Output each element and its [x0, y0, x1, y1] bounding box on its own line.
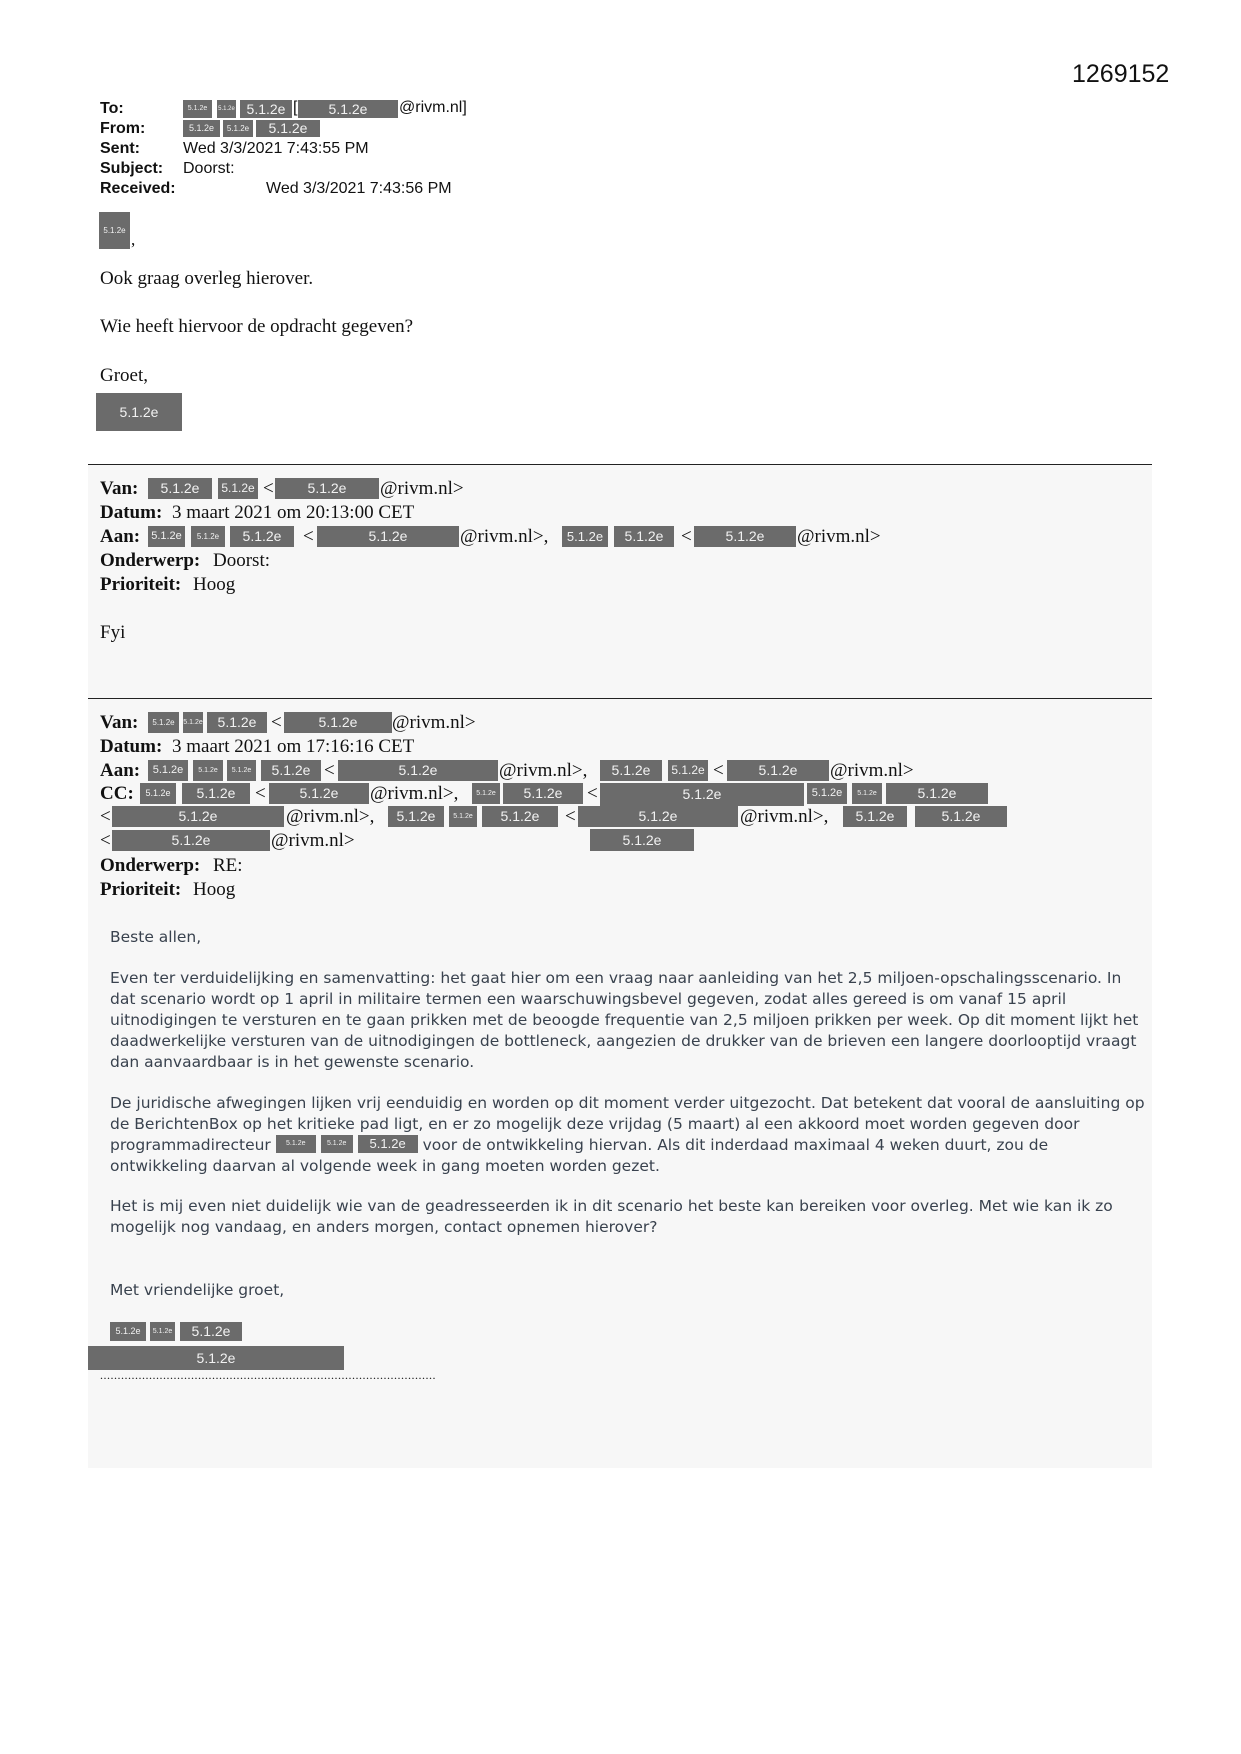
- email2-body: Fyi: [100, 622, 126, 643]
- aan-label: Aan:: [100, 526, 141, 547]
- cc-email-suffix: @rivm.nl>: [271, 830, 355, 851]
- prioriteit-value: Hoog: [193, 879, 236, 900]
- prioriteit-value: Hoog: [193, 574, 236, 595]
- sent-label: Sent:: [100, 140, 140, 157]
- redaction: 5.1.2e: [193, 760, 223, 781]
- paragraph-1: Even ter verduidelijking en samenvatting: het gaat hier om een vraag naar aanleiding van het 2,5 miljoen-opschalingsscenario. In dat scenario wordt op 1 april in militaire termen een waarschuwingsbevel gegeven, zodat alles gereed is om vanaf 15 april uitnodigingen te versturen en te gaan prikken met de beoogde frequentie van 2,5 miljoen prikken per week. Op dit moment lijkt het daadwerkelijke versturen van de uitnodigingen de bottleneck, aangezien de drukker van de brieven een langere doorlooptijd vraagt dan aanvaardbaar is in het gewenste scenario.: [110, 969, 1139, 1071]
- from-label: From:: [100, 120, 146, 137]
- redaction: 5.1.2e: [180, 1322, 242, 1341]
- onderwerp-label: Onderwerp:: [100, 550, 201, 571]
- redaction: 5.1.2e: [150, 1322, 175, 1341]
- datum-label: Datum:: [100, 736, 163, 757]
- van-label: Van:: [100, 478, 139, 499]
- redaction: 5.1.2e: [843, 806, 907, 827]
- redaction: 5.1.2e: [614, 526, 674, 547]
- redaction: 5.1.2e: [317, 526, 459, 547]
- redaction: 5.1.2e: [482, 806, 558, 827]
- redaction: 5.1.2e: [388, 806, 444, 827]
- redaction: 5.1.2e: [261, 760, 321, 781]
- to-email-suffix: @rivm.nl]: [399, 99, 467, 116]
- redaction: 5.1.2e: [338, 760, 498, 781]
- redaction: 5.1.2e: [207, 712, 267, 733]
- redaction: 5.1.2e: [915, 806, 1007, 827]
- redaction: 5.1.2e: [148, 478, 212, 499]
- cc-lt-5: <: [100, 830, 111, 851]
- subject-label: Subject:: [100, 160, 164, 177]
- redaction: 5.1.2e: [590, 829, 694, 851]
- redaction: 5.1.2e: [230, 526, 294, 547]
- redaction: 5.1.2e: [668, 760, 708, 781]
- closing: Met vriendelijke groet,: [110, 1281, 285, 1299]
- document-id: 1269152: [1072, 60, 1170, 88]
- cc-email-mid-3: @rivm.nl>,: [740, 806, 829, 827]
- redaction: 5.1.2e: [148, 712, 179, 733]
- redaction: 5.1.2e: [240, 100, 292, 118]
- aan-lt-1: <: [303, 526, 314, 547]
- redaction: 5.1.2e: [227, 760, 256, 781]
- van-lt: <: [263, 478, 274, 499]
- salutation-comma: ,: [131, 230, 136, 249]
- paragraph-2: [110, 1093, 1150, 1177]
- redaction: 5.1.2e: [223, 120, 253, 137]
- received-value: Wed 3/3/2021 7:43:56 PM: [266, 180, 452, 197]
- redaction: 5.1.2e: [886, 783, 988, 804]
- datum-value: 3 maart 2021 om 20:13:00 CET: [172, 502, 415, 523]
- sent-value: Wed 3/3/2021 7:43:55 PM: [183, 140, 369, 157]
- redaction: 5.1.2e: [112, 806, 284, 827]
- dotted-separator: ................................................................................................: [100, 1368, 436, 1382]
- redaction: 5.1.2e: [191, 526, 225, 547]
- redaction: 5.1.2e: [503, 783, 583, 804]
- subject-value: Doorst:: [183, 160, 235, 177]
- redaction: 5.1.2e: [321, 1135, 353, 1153]
- aan-email-suffix: @rivm.nl>: [797, 526, 881, 547]
- aan-lt-1: <: [324, 760, 335, 781]
- redaction: 5.1.2e: [256, 120, 320, 137]
- received-label: Received:: [100, 180, 176, 197]
- aan-lt-2: <: [681, 526, 692, 547]
- email3-divider: [88, 698, 1152, 699]
- redaction: 5.1.2e: [275, 478, 379, 499]
- redaction: 5.1.2e: [276, 1135, 316, 1153]
- cc-email-mid-2: @rivm.nl>,: [286, 806, 375, 827]
- onderwerp-value: RE:: [213, 855, 243, 876]
- redaction: 5.1.2e: [217, 100, 236, 118]
- redaction: 5.1.2e: [110, 1322, 146, 1341]
- onderwerp-value: Doorst:: [213, 550, 270, 571]
- greeting: Beste allen,: [110, 928, 202, 946]
- redaction: 5.1.2e: [269, 783, 369, 804]
- redaction: 5.1.2e: [727, 760, 829, 781]
- redaction: 5.1.2e: [852, 783, 882, 804]
- to-bracket: [: [293, 99, 298, 116]
- cc-email-mid-1: @rivm.nl>,: [370, 783, 459, 804]
- van-email-suffix: @rivm.nl>: [392, 712, 476, 733]
- cc-lt-2: <: [587, 783, 598, 804]
- paragraph-2-part-1: De juridische afwegingen lijken vrij eenduidig en worden op dit moment verder uitgezocht. Dat betekent dat vooral de aansluiting op de BerichtenBox op het kritieke pad ligt, en er zo mogelijk deze vrijdag (5 maart) al een akkoord moet worden gegeven door programmadirecteur: [110, 1094, 1145, 1154]
- aan-email-mid: @rivm.nl>,: [460, 526, 549, 547]
- redaction: 5.1.2e: [600, 760, 662, 781]
- aan-label: Aan:: [100, 760, 141, 781]
- redaction: 5.1.2e: [148, 760, 188, 781]
- cc-lt-1: <: [255, 783, 266, 804]
- aan-email-suffix: @rivm.nl>: [830, 760, 914, 781]
- email1-line1: Ook graag overleg hierover.: [100, 268, 314, 289]
- redaction: 5.1.2e: [148, 526, 185, 547]
- van-email-suffix: @rivm.nl>: [380, 478, 464, 499]
- cc-label: CC:: [100, 783, 134, 804]
- redaction: 5.1.2e: [694, 526, 796, 547]
- redaction: 5.1.2e: [182, 783, 250, 804]
- cc-lt-4: <: [565, 806, 576, 827]
- aan-email-mid: @rivm.nl>,: [499, 760, 588, 781]
- redaction: 5.1.2e: [112, 830, 270, 851]
- paragraph-3: Het is mij even niet duidelijk wie van de geadresseerden ik in dit scenario het beste kan bereiken voor overleg. Met wie kan ik zo mogelijk nog vandaag, en anders morgen, contact opnemen hierover?: [110, 1197, 1113, 1236]
- datum-label: Datum:: [100, 502, 163, 523]
- datum-value: 3 maart 2021 om 17:16:16 CET: [172, 736, 415, 757]
- redaction: 5.1.2e: [807, 783, 847, 804]
- redaction: 5.1.2e: [183, 100, 212, 118]
- redaction: 5.1.2e: [183, 712, 203, 733]
- redaction: 5.1.2e: [99, 212, 130, 249]
- paragraph-2-part-2: voor de ontwikkeling hiervan. Als dit inderdaad maximaal 4 weken duurt, zou de ontwikkeling daarvan al volgende week in gang moeten worden gezet.: [110, 1136, 1049, 1175]
- redaction: 5.1.2e: [358, 1135, 418, 1153]
- redaction: 5.1.2e: [183, 120, 220, 137]
- redaction: 5.1.2e: [218, 478, 258, 499]
- redaction: 5.1.2e: [562, 526, 608, 547]
- redaction: 5.1.2e: [472, 783, 500, 804]
- email2-background: [88, 464, 1152, 700]
- redaction: 5.1.2e: [88, 1346, 344, 1370]
- email1-line2: Wie heeft hiervoor de opdracht gegeven?: [100, 316, 414, 337]
- email1-closing: Groet,: [100, 365, 149, 386]
- prioriteit-label: Prioriteit:: [100, 574, 182, 595]
- onderwerp-label: Onderwerp:: [100, 855, 201, 876]
- redaction: 5.1.2e: [284, 712, 392, 733]
- to-label: To:: [100, 100, 124, 117]
- redaction: 5.1.2e: [140, 783, 176, 804]
- email2-divider: [88, 464, 1152, 465]
- aan-lt-2: <: [713, 760, 724, 781]
- redaction: 5.1.2e: [600, 783, 804, 806]
- redaction: 5.1.2e: [96, 393, 182, 431]
- van-label: Van:: [100, 712, 139, 733]
- redaction: 5.1.2e: [449, 806, 477, 827]
- redaction: 5.1.2e: [298, 100, 398, 118]
- van-lt: <: [271, 712, 282, 733]
- redaction: 5.1.2e: [578, 806, 738, 827]
- cc-lt-3: <: [100, 806, 111, 827]
- prioriteit-label: Prioriteit:: [100, 879, 182, 900]
